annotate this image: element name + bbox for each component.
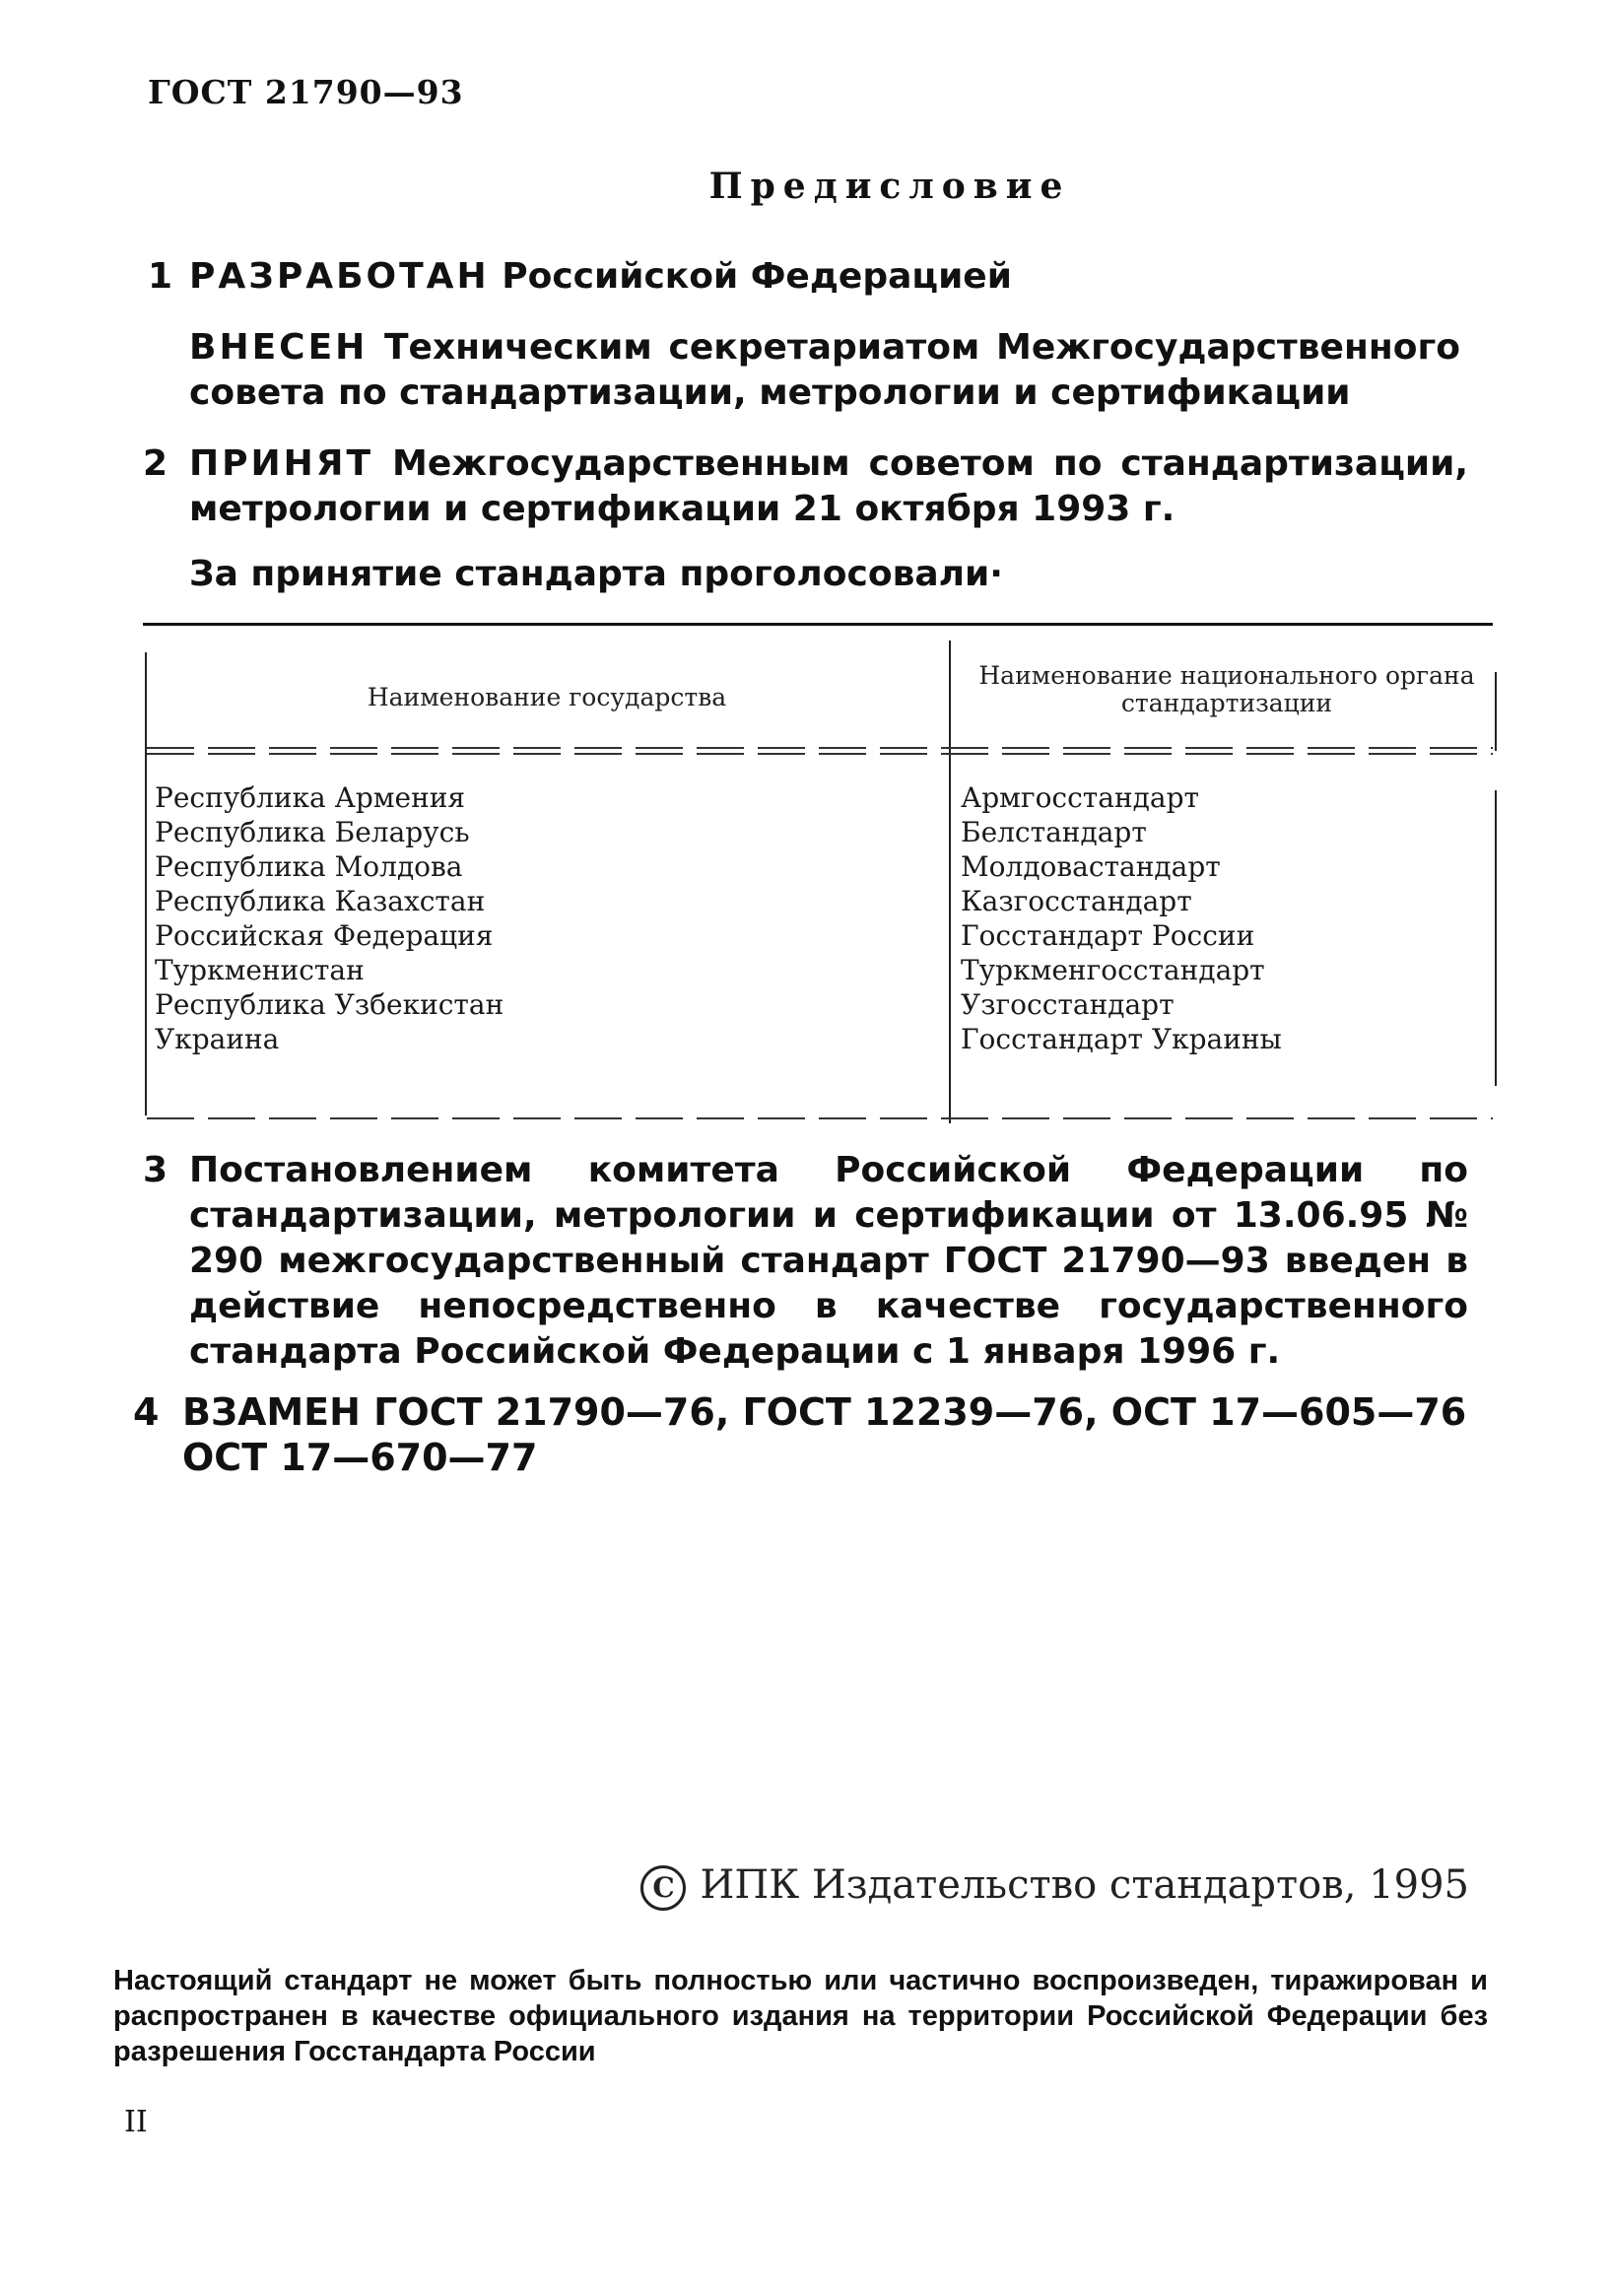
section-1-sub: [189, 325, 1460, 416]
copyright-icon: C: [640, 1865, 686, 1911]
document-header: ГОСТ 21790—93: [148, 73, 464, 111]
section-3-number: 3: [143, 1150, 168, 1190]
page-number: II: [124, 2105, 148, 2139]
section-4: [133, 1389, 1483, 1480]
table-header-rule: [147, 747, 1493, 749]
table-cell-country: Украина: [155, 1023, 280, 1055]
table-cell-agency: Молдовастандарт: [961, 850, 1221, 883]
table-bottom-rule: [147, 1117, 1493, 1119]
section-4-text: ВЗАМЕН ГОСТ 21790—76, ГОСТ 12239—76, ОСТ 17—605—76 ОСТ 17—670—77: [182, 1390, 1467, 1479]
table-top-rule: [143, 623, 1493, 626]
table-right-border-top: [1495, 672, 1497, 751]
table-cell-country: Туркменистан: [155, 954, 365, 986]
section-3-text: Постановлением комитета Российской Федерации по стандартизации, метрологии и сертификации от 13.06.95 № 290 межгосударственный стандарт ГОСТ 21790—93 введен в действие непосредственно в качестве государственного стандарта Российской Федерации с 1 января 1996 г.: [189, 1150, 1468, 1372]
section-1-number: 1: [148, 256, 173, 297]
section-1-sub-keyword: ВНЕСЕН: [189, 327, 369, 368]
table-cell-agency: Армгосстандарт: [961, 781, 1199, 814]
table-cell-country: Республика Узбекистан: [155, 988, 504, 1021]
table-cell-country: Республика Молдова: [155, 850, 463, 883]
reproduction-notice: Настоящий стандарт не может быть полностью или частично воспроизведен, тиражирован и распространен в качестве официального издания на территории Российской Федерации без разрешения Госстандарта России: [113, 1965, 1488, 2067]
section-2-keyword: ПРИНЯТ: [189, 443, 374, 484]
section-3: [143, 1148, 1468, 1375]
table-column-divider: [949, 641, 951, 1123]
table-header-country: Наименование государства: [367, 683, 727, 711]
page-title: Предисловие: [708, 166, 1071, 207]
table-header-rule-2: [147, 753, 1493, 755]
table-cell-country: Российская Федерация: [155, 919, 494, 952]
section-1: [148, 254, 1012, 300]
section-1-text: Российской Федерацией: [489, 256, 1012, 297]
table-cell-agency: Казгосстандарт: [961, 885, 1192, 917]
table-cell-agency: Госстандарт Украины: [961, 1023, 1282, 1055]
section-4-number: 4: [133, 1390, 160, 1434]
table-left-border: [145, 652, 147, 1115]
table-cell-agency: Белстандарт: [961, 816, 1147, 848]
table-right-border: [1495, 790, 1497, 1086]
section-2: [143, 441, 1468, 532]
table-column-agencies: [961, 780, 1282, 1056]
table-header-agency: Наименование национального органа стандартизации: [978, 661, 1475, 717]
member-states-table: [143, 623, 1501, 1125]
copyright-text: ИПК Издательство стандартов, 1995: [700, 1862, 1469, 1908]
table-column-countries: [155, 780, 504, 1056]
table-cell-country: Республика Беларусь: [155, 816, 470, 848]
copyright-line: [640, 1862, 1469, 1911]
section-1-keyword: РАЗРАБОТАН: [189, 256, 490, 297]
table-cell-country: Республика Армения: [155, 781, 466, 814]
table-cell-agency: Туркменгосстандарт: [961, 954, 1265, 986]
section-1-sub-text: Техническим секретариатом Межгосударственного совета по стандартизации, метрологии и сертификации: [189, 327, 1460, 413]
voted-label: За принятие стандарта проголосовали·: [189, 554, 1003, 594]
table-cell-agency: Узгосстандарт: [961, 988, 1175, 1021]
section-2-number: 2: [143, 443, 168, 484]
section-2-text: Межгосударственным советом по стандартизации, метрологии и сертификации 21 октября 1993 г.: [189, 443, 1468, 529]
table-cell-agency: Госстандарт России: [961, 919, 1255, 952]
table-cell-country: Республика Казахстан: [155, 885, 486, 917]
